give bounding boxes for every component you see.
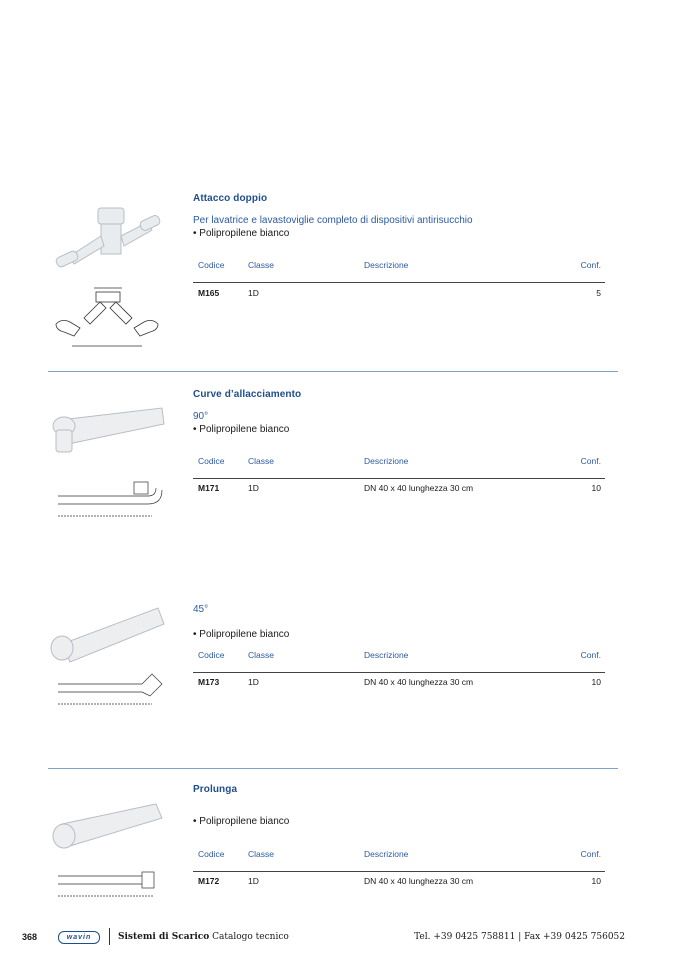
table-divider — [193, 871, 605, 872]
header-description: Descrizione — [364, 456, 409, 466]
material-bullet: • Polipropilene bianco — [193, 816, 290, 827]
contact-info: Tel. +39 0425 758811 | Fax +39 0425 756052 — [414, 932, 625, 942]
table-divider — [193, 672, 605, 673]
cell-class: 1D — [248, 677, 259, 687]
product-subtitle: 45° — [193, 604, 209, 615]
header-code: Codice — [198, 650, 225, 660]
cell-class: 1D — [248, 288, 259, 298]
header-conf: Conf. — [580, 650, 601, 660]
catalog-name — [118, 932, 289, 942]
product-subtitle: 90° — [193, 411, 209, 422]
header-conf: Conf. — [580, 456, 601, 466]
table-header — [193, 260, 605, 274]
table-header — [193, 456, 605, 470]
header-class: Classe — [248, 260, 274, 270]
header-code: Codice — [198, 849, 225, 859]
product-title: Prolunga — [193, 784, 238, 795]
cell-description: DN 40 x 40 lunghezza 30 cm — [364, 677, 474, 687]
table-row — [193, 483, 605, 497]
product-title: Curve d’allacciamento — [193, 389, 302, 400]
page-number: 368 — [22, 932, 38, 942]
cell-description: DN 40 x 40 lunghezza 30 cm — [364, 876, 474, 886]
product-title: Attacco doppio — [193, 193, 268, 204]
header-class: Classe — [248, 650, 274, 660]
cell-code: M172 — [198, 876, 220, 886]
section-separator — [48, 768, 618, 769]
header-class: Classe — [248, 456, 274, 466]
product-image-curve-45 — [48, 604, 166, 714]
cell-class: 1D — [248, 876, 259, 886]
material-bullet: • Polipropilene bianco — [193, 629, 290, 640]
catalog-name-rest: Catalogo tecnico — [209, 932, 289, 942]
header-conf: Conf. — [580, 260, 601, 270]
table-divider — [193, 478, 605, 479]
table-header — [193, 650, 605, 664]
table-row — [193, 288, 605, 302]
section-separator — [48, 371, 618, 372]
cell-code: M165 — [198, 288, 220, 298]
material-bullet: • Polipropilene bianco — [193, 424, 290, 435]
catalog-name-bold: Sistemi di Scarico — [118, 932, 210, 942]
footer-divider — [109, 928, 110, 945]
page-footer — [0, 930, 677, 946]
table-header — [193, 849, 605, 863]
cell-class: 1D — [248, 483, 259, 493]
table-divider — [193, 282, 605, 283]
cell-code: M171 — [198, 483, 220, 493]
cell-description: DN 40 x 40 lunghezza 30 cm — [364, 483, 474, 493]
header-conf: Conf. — [580, 849, 601, 859]
cell-conf: 10 — [591, 483, 601, 493]
cell-conf: 10 — [591, 677, 601, 687]
table-row — [193, 876, 605, 890]
wavin-logo: wavin — [58, 931, 100, 944]
header-class: Classe — [248, 849, 274, 859]
header-code: Codice — [198, 456, 225, 466]
table-row — [193, 677, 605, 691]
header-description: Descrizione — [364, 650, 409, 660]
product-subtitle: Per lavatrice e lavastoviglie completo di dispositivi antirisucchio — [193, 215, 473, 226]
cell-conf: 5 — [596, 288, 601, 298]
header-description: Descrizione — [364, 849, 409, 859]
cell-conf: 10 — [591, 876, 601, 886]
product-image-curve-90 — [48, 400, 166, 525]
header-code: Codice — [198, 260, 225, 270]
material-bullet: • Polipropilene bianco — [193, 228, 290, 239]
product-image-prolunga — [48, 800, 166, 905]
header-description: Descrizione — [364, 260, 409, 270]
cell-code: M173 — [198, 677, 220, 687]
product-image-attacco-doppio — [48, 196, 166, 356]
